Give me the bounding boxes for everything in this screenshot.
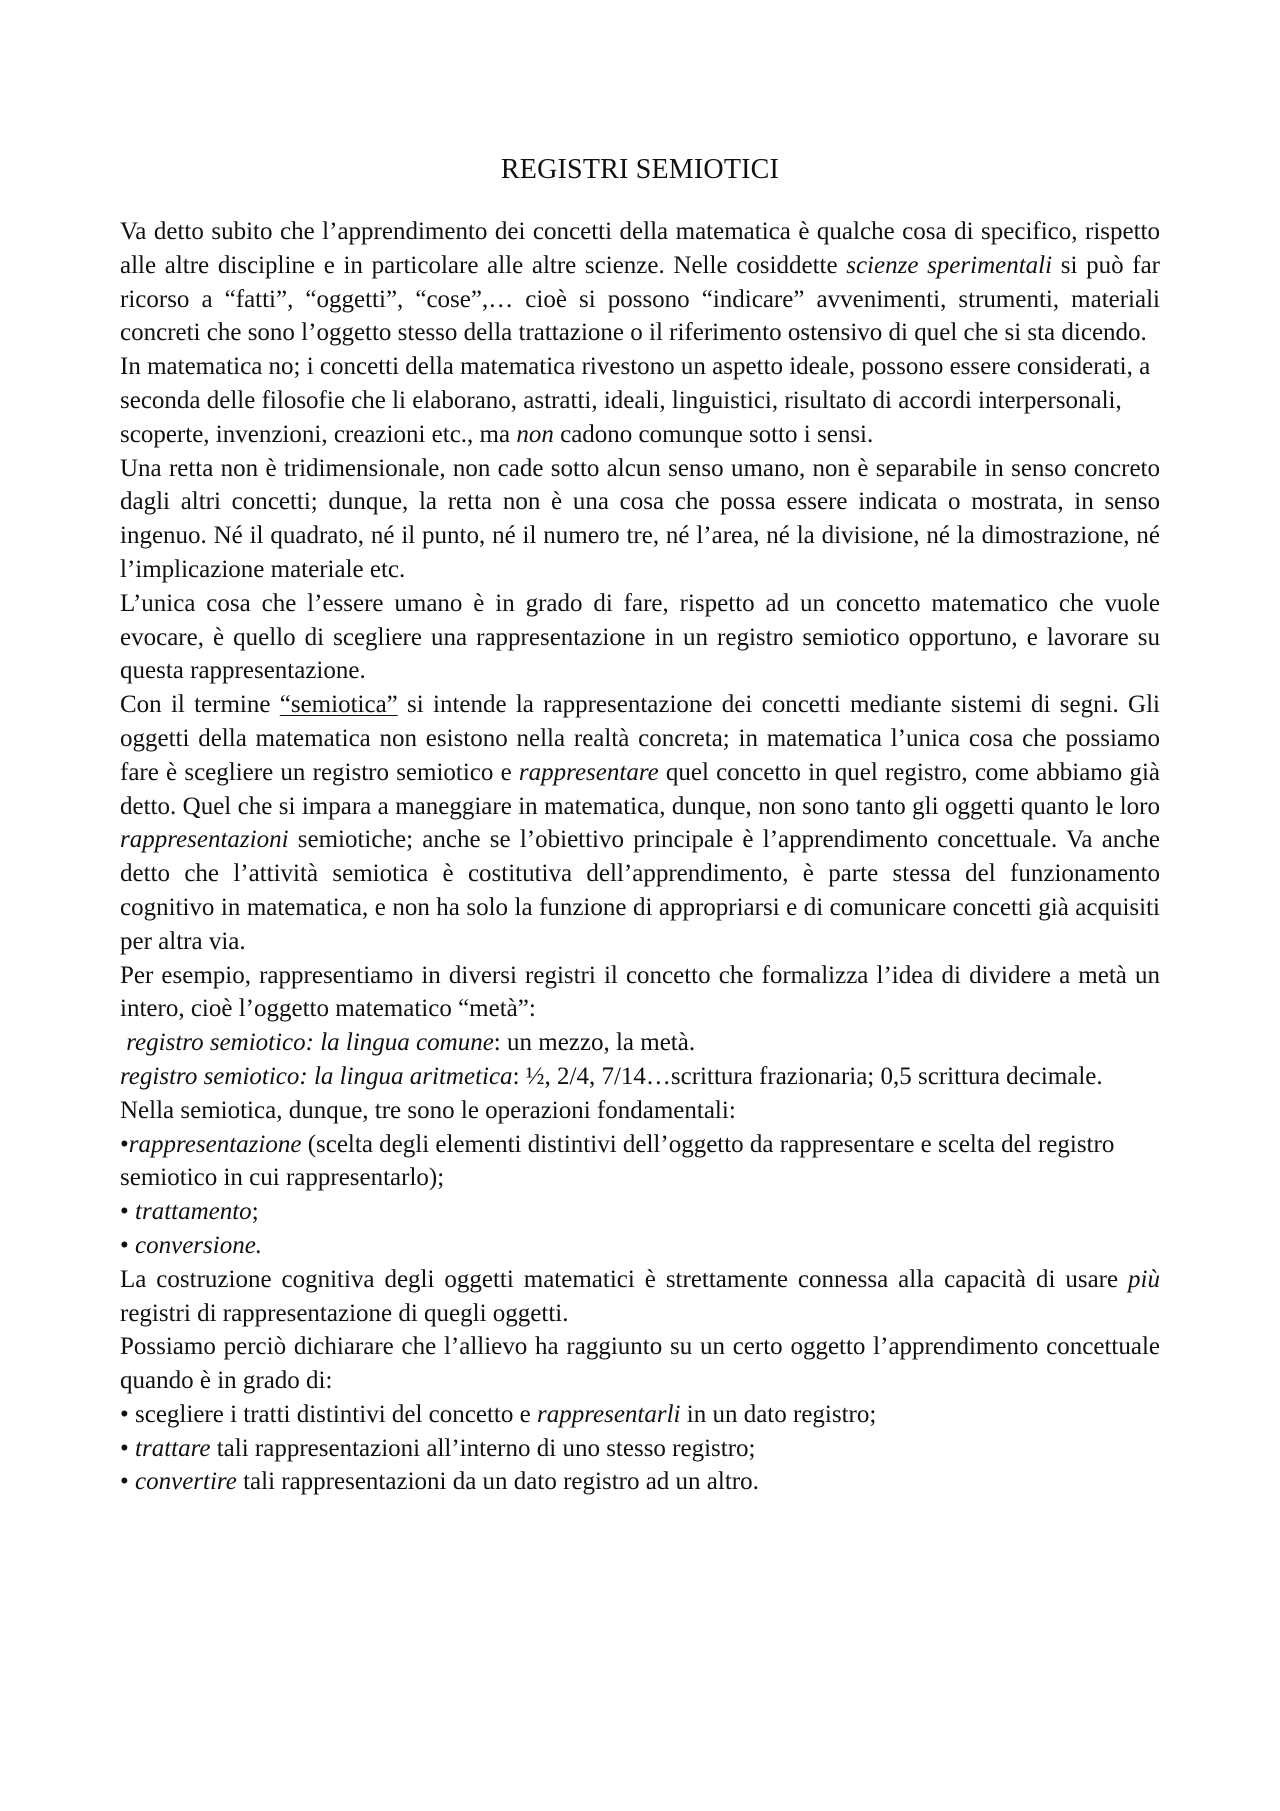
paragraph-operazioni: Nella semiotica, dunque, tre sono le operazioni fondamentali:: [120, 1096, 736, 1124]
text-span: La costruzione cognitiva degli oggetti matematici è strettamente connessa alla capacità di usare: [120, 1265, 1129, 1293]
list-item-rappresentazione: [120, 1128, 1160, 1162]
list-item-trattare: [120, 1432, 1160, 1466]
emphasis-text: non: [516, 420, 554, 448]
text-span: si può far ricorso a “fatti”, “oggetti”, “cose”,… cioè si possono “indicare” avvenimenti, strumenti, materiali concreti che sono l’oggetto stesso della trattazione o il riferimento ostensivo di quel che si sta dicendo.: [120, 251, 1160, 347]
emphasis-text: scienze sperimentali: [846, 251, 1053, 279]
page-title: REGISTRI SEMIOTICI: [500, 154, 780, 185]
text-span: Va detto subito che l’apprendimento dei concetti della matematica è qualche cosa di specifico, rispetto alle altre discipline e in particolare alle altre scienze. Nelle cosiddette: [120, 218, 1160, 279]
emphasis-text: trattare: [135, 1434, 211, 1462]
document-body: [120, 215, 1160, 1499]
emphasis-text: convertire: [135, 1468, 237, 1496]
bullet: •: [120, 1434, 136, 1462]
emphasis-text: rappresentazioni: [120, 826, 289, 854]
emphasis-text: registro semiotico: la lingua aritmetica: [120, 1062, 513, 1090]
emphasis-text: registro semiotico: la lingua comune: [126, 1029, 494, 1057]
text-span: • scegliere i tratti distintivi del concetto e: [120, 1400, 537, 1428]
example-lingua-comune: [120, 1026, 1160, 1060]
paragraph-retta: Una retta non è tridimensionale, non cade sotto alcun senso umano, non è separabile in senso concreto dagli altri concetti; dunque, la retta non è una cosa che possa essere indicata o mostrata, in senso ingenuo. Né il quadrato, né il punto, né il numero tre, né l’area, né la divisione, né la dimostrazione, né l’implicazione materiale etc.: [120, 454, 1160, 583]
text-span: cadono comunque sotto i sensi.: [553, 420, 874, 448]
emphasis-text: più: [1128, 1265, 1160, 1293]
paragraph-intro: [120, 215, 1160, 350]
list-item-scegliere: [120, 1398, 1160, 1432]
text-span: in un dato registro;: [680, 1400, 877, 1428]
underlined-term: “semiotica”: [279, 691, 398, 719]
paragraph-matematica: [120, 350, 1160, 451]
paragraph-apprendimento: Possiamo perciò dichiarare che l’allievo ha raggiunto su un certo oggetto l’apprendimento concettuale quando è in grado di:: [120, 1333, 1160, 1395]
text-span: : ½, 2/4, 7/14…scrittura frazionaria; 0,5 scrittura decimale.: [512, 1062, 1103, 1090]
emphasis-text: trattamento: [135, 1198, 252, 1226]
text-span: (scelta degli elementi distintivi dell’oggetto da rappresentare e scelta del registro: [301, 1130, 1115, 1158]
paragraph-costruzione: [120, 1263, 1160, 1331]
bullet: •: [120, 1468, 136, 1496]
bullet: •: [120, 1198, 136, 1226]
text-span: : un mezzo, la metà.: [493, 1029, 696, 1057]
list-item-convertire: [120, 1465, 1160, 1499]
text-span: ;: [251, 1198, 259, 1226]
paragraph-unica-cosa: L’unica cosa che l’essere umano è in grado di fare, rispetto ad un concetto matematico che vuole evocare, è quello di scegliere una rappresentazione in un registro semiotico opportuno, e lavorare su questa rappresentazione.: [120, 589, 1160, 685]
text-span: semiotiche; anche se l’obiettivo principale è l’apprendimento concettuale. Va anche detto che l’attività semiotica è costitutiva dell’apprendimento, è parte stessa del funzionamento cognitivo in matematica, e non ha solo la funzione di appropriarsi e di comunicare concetti già acquisiti per altra via.: [120, 826, 1160, 955]
text-span: quel concetto in quel registro, come abbiamo già detto. Quel che si impara a maneggiare in matematica, dunque, non sono tanto gli oggetti quanto le loro: [120, 758, 1161, 820]
bullet: •: [120, 1231, 136, 1259]
emphasis-text: conversione.: [135, 1231, 263, 1259]
paragraph-esempio: Per esempio, rappresentiamo in diversi registri il concetto che formalizza l’idea di dividere a metà un intero, cioè l’oggetto matematico “metà”:: [120, 961, 1160, 1023]
paragraph-semiotica: [120, 688, 1160, 958]
bullet: •: [120, 1130, 129, 1158]
list-item-rappresentazione-continued: semiotico in cui rappresentarlo);: [120, 1164, 445, 1192]
emphasis-text: rappresentare: [518, 758, 659, 786]
list-item-trattamento: [120, 1195, 1160, 1229]
text-span: Con il termine: [120, 691, 280, 719]
text-span: tali rappresentazioni all’interno di uno stesso registro;: [210, 1434, 756, 1462]
text-span: tali rappresentazioni da un dato registro ad un altro.: [236, 1468, 759, 1496]
example-lingua-aritmetica: [120, 1060, 1160, 1094]
list-item-conversione: [120, 1229, 1160, 1263]
text-span: si intende la rappresentazione dei concetti mediante sistemi di segni. Gli oggetti della matematica non esistono nella realtà concreta; in matematica l’unica cosa che possiamo fare è scegliere un registro semiotico e: [120, 691, 1161, 786]
text-span: registri di rappresentazione di quegli oggetti.: [120, 1299, 569, 1327]
emphasis-text: rappresentazione: [128, 1130, 302, 1158]
emphasis-text: rappresentarli: [536, 1400, 681, 1428]
text-span: In matematica no; i concetti della matematica rivestono un aspetto ideale, possono essere considerati, a seconda delle filosofie che li elaborano, astratti, ideali, linguistici, risultato di accordi interpersonali, scoperte, invenzioni, creazioni etc., ma: [120, 353, 1151, 448]
